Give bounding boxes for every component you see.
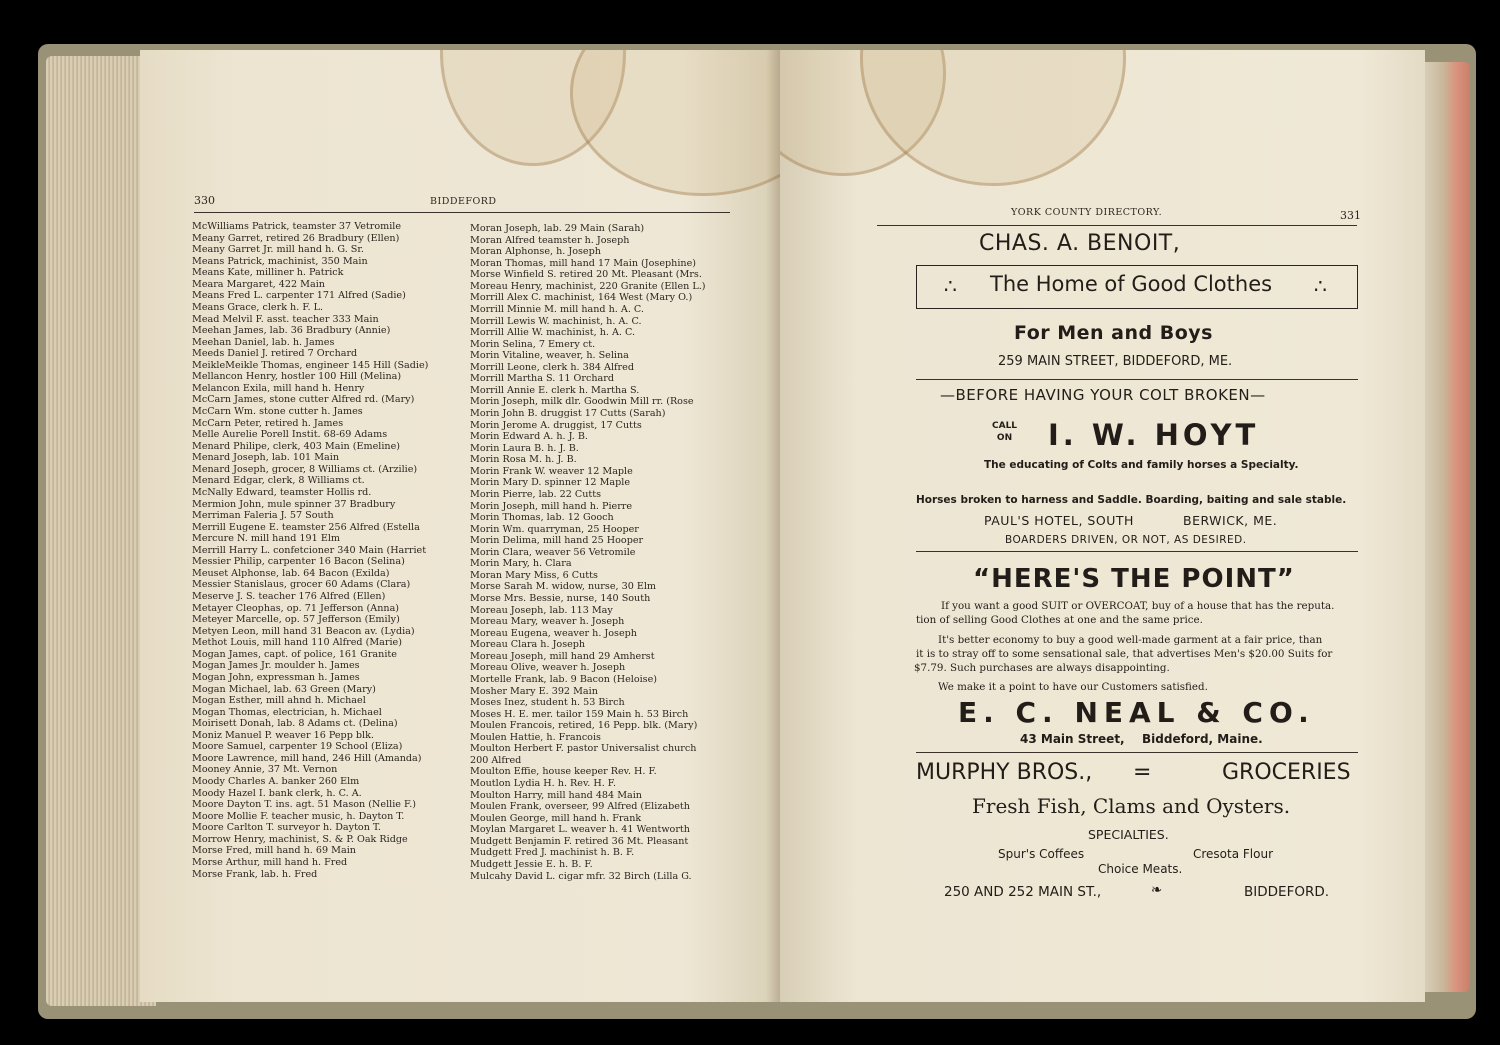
open-book (38, 44, 1476, 1019)
directory-entry: Morin Delima, mill hand 25 Hooper (470, 535, 644, 547)
directory-entry: Moses Inez, student h. 53 Birch (470, 697, 625, 709)
running-head: BIDDEFORD (430, 196, 497, 207)
directory-entry: Means Fred L. carpenter 171 Alfred (Sadie) (192, 290, 406, 302)
directory-entry: Moran Joseph, lab. 29 Main (Sarah) (470, 223, 645, 234)
directory-entry: Morin Pierre, lab. 22 Cutts (470, 488, 602, 500)
left-page (140, 50, 780, 1002)
neal-street: 43 Main Street, (1020, 732, 1125, 746)
fleuron-icon: ❧ (1151, 882, 1163, 898)
directory-entry: Moore Samuel, carpenter 19 School (Eliza) (192, 741, 403, 753)
benoit-address: 259 MAIN STREET, BIDDEFORD, ME. (998, 354, 1233, 369)
directory-entry: Methot Louis, mill hand 110 Alfred (Marie) (192, 637, 402, 649)
directory-entry: Moore Lawrence, mill hand, 246 Hill (Amanda) (192, 752, 422, 764)
on-label: ON (996, 433, 1013, 443)
directory-column-2 (470, 223, 706, 882)
directory-entry: Morrill Allie W. machinist, h. A. C. (470, 327, 636, 339)
directory-entry: Mercure N. mill hand 191 Elm (192, 533, 340, 545)
right-page (780, 50, 1425, 1002)
hoyt-name: I. W. HOYT (1048, 418, 1260, 452)
directory-entry: Meserve J. S. teacher 176 Alfred (Ellen) (192, 591, 386, 602)
directory-entry: Mogan John, expressman h. James (192, 671, 360, 683)
directory-entry: Morin Rosa M. h. J. B. (470, 454, 577, 466)
directory-entry: Moreau Mary, weaver h. Joseph (470, 616, 625, 628)
benoit-slogan: The Home of Good Clothes (990, 272, 1273, 296)
hoyt-boarders: BOARDERS DRIVEN, OR NOT, AS DESIRED. (1005, 534, 1247, 546)
neal-name: E. C. NEAL & CO. (958, 696, 1315, 729)
directory-entry: Mudgett Jessie E. h. B. F. (470, 858, 593, 870)
ad-rule (916, 551, 1358, 552)
directory-entry: Moore Carlton T. surveyor h. Dayton T. (192, 822, 381, 834)
directory-entry: Menard Edgar, clerk, 8 Williams ct. (192, 475, 365, 487)
water-stain (860, 50, 1126, 186)
page-number: 331 (1340, 209, 1361, 222)
directory-entry: Mudgett Benjamin F. retired 36 Mt. Pleasant (470, 835, 689, 847)
directory-entry: Morrill Martha S. 11 Orchard (470, 373, 614, 385)
directory-entry: Morrill Lewis W. machinist, h. A. C. (470, 315, 642, 327)
directory-entry: Morin Laura B. h. J. B. (470, 442, 579, 454)
directory-entry: McWilliams Patrick, teamster 37 Vetromile (192, 221, 402, 232)
murphy-name: MURPHY BROS., (916, 760, 1093, 785)
directory-entry: Moreau Eugena, weaver h. Joseph (470, 627, 637, 639)
directory-entry: Moulton Herbert F. pastor Universalist church (470, 743, 697, 755)
page-number: 330 (194, 194, 215, 207)
neal-para3: We make it a point to have our Customers satisfied. (938, 681, 1208, 693)
directory-entry: Morin Vitaline, weaver, h. Selina (470, 350, 629, 362)
neal-para1-line1: If you want a good SUIT or OVERCOAT, buy of a house that has the reputa. (941, 600, 1335, 612)
directory-entry: 200 Alfred (470, 754, 522, 766)
directory-entry: Meany Garret, retired 26 Bradbury (Ellen) (192, 232, 400, 244)
directory-entry: Morse Arthur, mill hand h. Fred (192, 856, 348, 868)
directory-entry: Morrill Annie E. clerk h. Martha S. (470, 384, 640, 396)
header-rule (194, 212, 730, 213)
neal-para2-line2: it is to stray off to some sensational sale, that advertises Men's $20.00 Suits for (916, 648, 1333, 660)
murphy-item-coffees: Spur's Coffees (998, 847, 1085, 861)
directory-entry: Meehan Daniel, lab. h. James (192, 336, 335, 348)
directory-entry: Morse Mrs. Bessie, nurse, 140 South (470, 593, 651, 604)
directory-column-1 (192, 221, 428, 880)
directory-entry: Messier Stanislaus, grocer 60 Adams (Clara) (192, 579, 411, 591)
directory-entry: Menard Philipe, clerk, 403 Main (Emeline) (192, 440, 401, 452)
directory-entry: McCarn Peter, retired h. James (192, 417, 344, 429)
directory-entry: Moulen Francois, retired, 16 Pepp. blk. (Mary) (470, 720, 698, 732)
directory-entry: Moody Hazel I. bank clerk, h. C. A. (192, 787, 362, 799)
directory-entry: Morin Frank W. weaver 12 Maple (470, 465, 633, 477)
directory-entry: Mogan James, capt. of police, 161 Granite (192, 648, 397, 660)
directory-entry: Means Kate, milliner h. Patrick (192, 267, 344, 279)
directory-entry: Moran Alfred teamster h. Joseph (470, 234, 630, 246)
neal-headline: “HERE'S THE POINT” (973, 564, 1295, 594)
directory-entry: Moran Alphonse, h. Joseph (470, 246, 601, 258)
murphy-line2: Fresh Fish, Clams and Oysters. (972, 794, 1291, 818)
directory-entry: Moore Mollie F. teacher music, h. Dayton T. (192, 810, 405, 822)
directory-entry: Moulen Hattie, h. Francois (470, 731, 601, 743)
benoit-name: CHAS. A. BENOIT, (979, 231, 1181, 256)
murphy-city: BIDDEFORD. (1244, 884, 1330, 900)
directory-entry: Meuset Alphonse, lab. 64 Bacon (Exilda) (192, 567, 390, 579)
directory-entry: Menard Joseph, grocer, 8 Williams ct. (Arzilie) (192, 463, 418, 475)
running-head: YORK COUNTY DIRECTORY. (1011, 207, 1163, 218)
directory-entry: Mudgett Fred J. machinist h. B. F. (470, 847, 635, 859)
directory-entry: Meany Garret Jr. mill hand h. G. Sr. (192, 244, 364, 256)
directory-entry: Moulton Effie, house keeper Rev. H. F. (470, 766, 657, 778)
directory-entry: Moore Dayton T. ins. agt. 51 Mason (Nellie F.) (192, 799, 416, 811)
directory-entry: Morse Sarah M. widow, nurse, 30 Elm (470, 581, 657, 593)
directory-entry: Mogan Thomas, electrician, h. Michael (192, 706, 382, 718)
ad-rule (916, 379, 1358, 380)
neal-para1-line2: tion of selling Good Clothes at one and the same price. (916, 614, 1203, 626)
directory-entry: Melancon Exila, mill hand h. Henry (192, 382, 365, 394)
directory-entry: Morse Winfield S. retired 20 Mt. Pleasant (Mrs. (470, 269, 702, 281)
directory-entry: Moreau Joseph, lab. 113 May (470, 604, 613, 616)
directory-entry: Meara Margaret, 422 Main (192, 278, 325, 290)
call-label: CALL (992, 421, 1018, 431)
ad-rule (916, 752, 1358, 753)
directory-entry: Mermion John, mule spinner 37 Bradbury (192, 498, 396, 510)
directory-entry: Mogan Esther, mill ahnd h. Michael (192, 695, 366, 707)
murphy-separator: = (1133, 760, 1152, 785)
neal-para2-line3: $7.79. Such purchases are always disappointing. (914, 662, 1170, 674)
murphy-item-flour: Cresota Flour (1193, 847, 1274, 861)
directory-entry: Metayer Cleophas, op. 71 Jefferson (Anna) (192, 602, 400, 614)
directory-entry: Morrill Minnie M. mill hand h. A. C. (470, 303, 644, 315)
murphy-item-meats: Choice Meats. (1098, 862, 1183, 876)
directory-entry: Moreau Olive, weaver h. Joseph (470, 662, 626, 674)
directory-entry: Morin Wm. quarryman, 25 Hooper (470, 523, 639, 535)
directory-entry: Mosher Mary E. 392 Main (470, 685, 598, 697)
directory-entry: Morrow Henry, machinist, S. & P. Oak Ridge (192, 833, 408, 845)
directory-entry: Moses H. E. mer. tailor 159 Main h. 53 Birch (470, 708, 689, 720)
directory-entry: Messier Philip, carpenter 16 Bacon (Selina) (192, 556, 405, 568)
hoyt-specialty: The educating of Colts and family horses a Specialty. (984, 459, 1299, 471)
directory-entry: Moirisett Donah, lab. 8 Adams ct. (Delina) (192, 718, 398, 730)
directory-entry: Morse Frank, lab. h. Fred (192, 868, 318, 880)
hoyt-town: BERWICK, ME. (1183, 513, 1278, 528)
murphy-address: 250 AND 252 MAIN ST., (944, 884, 1102, 900)
directory-entry: Morrill Alex C. machinist, 164 West (Mary O.) (470, 292, 693, 304)
directory-entry: Mulcahy David L. cigar mfr. 32 Birch (Lilla G. (470, 870, 692, 882)
directory-entry: Morin John B. druggist 17 Cutts (Sarah) (470, 408, 666, 419)
hoyt-hotel: PAUL'S HOTEL, SOUTH (984, 513, 1134, 528)
call-on-label (992, 420, 1017, 444)
header-rule (877, 225, 1357, 226)
water-stain (570, 50, 780, 196)
directory-entry: Moulen Frank, overseer, 99 Alfred (Elizabeth (470, 801, 690, 813)
directory-entry: Mortelle Frank, lab. 9 Bacon (Heloise) (470, 673, 658, 685)
directory-entry: Mogan James Jr. moulder h. James (192, 660, 360, 672)
directory-entry: Merrill Eugene E. teamster 256 Alfred (Estella (192, 521, 420, 533)
directory-entry: Merrill Harry L. confetcioner 340 Main (Harriet (192, 544, 427, 556)
directory-entry: Metyen Leon, mill hand 31 Beacon av. (Lydia) (192, 625, 415, 637)
directory-entry: Mead Melvil F. asst. teacher 333 Main (192, 313, 379, 325)
directory-entry: Merriman Faleria J. 57 South (192, 510, 334, 522)
directory-entry: Morin Edward A. h. J. B. (470, 431, 588, 443)
directory-entry: Morin Mary, h. Clara (470, 558, 572, 570)
ornament-left: ∴ (944, 274, 957, 298)
directory-entry: Morin Clara, weaver 56 Vetromile (470, 546, 636, 558)
directory-entry: McNally Edward, teamster Hollis rd. (192, 486, 372, 498)
neal-city: Biddeford, Maine. (1142, 732, 1263, 746)
directory-entry: Melle Aurelie Porell Instit. 68-69 Adams (192, 429, 388, 441)
hoyt-headline: —BEFORE HAVING YOUR COLT BROKEN— (940, 386, 1266, 404)
murphy-specialties: SPECIALTIES. (1088, 827, 1169, 842)
directory-entry: Morin Selina, 7 Emery ct. (470, 338, 596, 350)
hoyt-services: Horses broken to harness and Saddle. Boarding, baiting and sale stable. (916, 494, 1347, 506)
benoit-tagline: For Men and Boys (1014, 322, 1213, 344)
directory-entry: Moran Mary Miss, 6 Cutts (470, 569, 598, 581)
directory-entry: McCarn Wm. stone cutter h. James (192, 406, 363, 417)
directory-entry: Morrill Leone, clerk h. 384 Alfred (470, 361, 634, 373)
directory-entry: McCarn James, stone cutter Alfred rd. (Mary) (192, 394, 415, 406)
directory-entry: Moulton Harry, mill hand 484 Main (470, 789, 642, 801)
directory-entry: Mogan Michael, lab. 63 Green (Mary) (192, 683, 376, 695)
directory-entry: Mooney Annie, 37 Mt. Vernon (192, 764, 338, 776)
directory-entry: Moreau Joseph, mill hand 29 Amherst (470, 650, 655, 662)
directory-entry: Morin Jerome A. druggist, 17 Cutts (470, 419, 642, 431)
directory-entry: Morin Joseph, milk dlr. Goodwin Mill rr. (Rose (470, 396, 694, 408)
directory-entry: Means Grace, clerk h. F. L. (192, 301, 324, 313)
murphy-trade: GROCERIES (1222, 760, 1351, 785)
directory-entry: Moutlon Lydia H. h. Rev. H. F. (470, 778, 617, 789)
directory-entry: Menard Joseph, lab. 101 Main (192, 452, 339, 464)
ornament-right: ∴ (1314, 274, 1327, 298)
directory-entry: Morin Thomas, lab. 12 Gooch (470, 512, 614, 524)
directory-entry: Meehan James, lab. 36 Bradbury (Annie) (192, 325, 391, 337)
directory-entry: Moylan Margaret L. weaver h. 41 Wentworth (470, 824, 690, 836)
directory-entry: Moran Thomas, mill hand 17 Main (Josephine) (470, 257, 696, 269)
directory-entry: Morin Joseph, mill hand h. Pierre (470, 500, 633, 512)
directory-entry: Morse Fred, mill hand h. 69 Main (192, 845, 356, 857)
directory-entry: Moreau Clara h. Joseph (470, 639, 586, 651)
neal-para2-line1: It's better economy to buy a good well-made garment at a fair price, than (938, 634, 1323, 646)
directory-entry: Means Patrick, machinist, 350 Main (192, 255, 368, 267)
directory-entry: Meeds Daniel J. retired 7 Orchard (192, 348, 358, 360)
page-edges-right (1424, 62, 1470, 992)
directory-entry: Moniz Manuel P. weaver 16 Pepp blk. (192, 729, 374, 741)
directory-entry: Mellancon Henry, hostler 100 Hill (Melina) (192, 371, 402, 383)
directory-entry: Meteyer Marcelle, op. 57 Jefferson (Emily) (192, 614, 400, 626)
directory-entry: Morin Mary D. spinner 12 Maple (470, 477, 631, 489)
directory-entry: MeikleMeikle Thomas, engineer 145 Hill (Sadie) (192, 359, 429, 371)
directory-entry: Moulen George, mill hand h. Frank (470, 812, 642, 824)
directory-entry: Moreau Henry, machinist, 220 Granite (Ellen L.) (470, 280, 706, 292)
directory-entry: Moody Charles A. banker 260 Elm (192, 776, 360, 787)
